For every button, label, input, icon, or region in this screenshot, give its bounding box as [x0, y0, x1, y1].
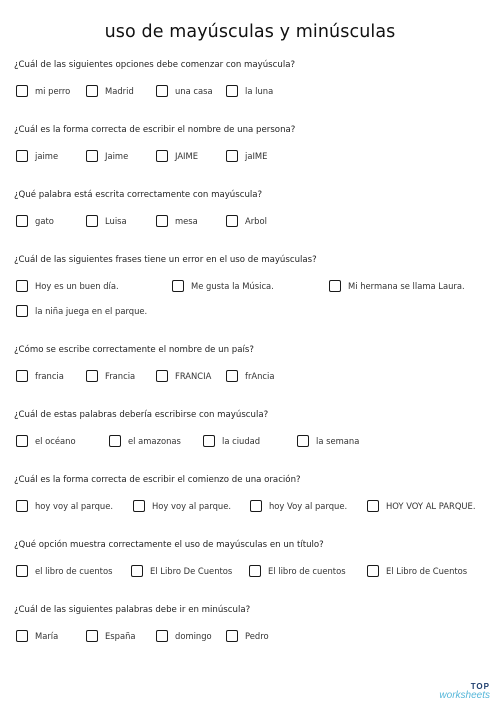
checkbox[interactable] — [250, 500, 262, 512]
checkbox[interactable] — [86, 370, 98, 382]
checkbox[interactable] — [226, 215, 238, 227]
option-4-3[interactable]: Mi hermana se llama Laura. — [329, 280, 465, 292]
option-9-4[interactable]: Pedro — [226, 630, 269, 642]
checkbox[interactable] — [16, 280, 28, 292]
question-text: ¿Qué opción muestra correctamente el uso de mayúsculas en un título? — [14, 540, 324, 550]
checkbox[interactable] — [86, 215, 98, 227]
option-1-4[interactable]: la luna — [226, 85, 273, 97]
option-1-1[interactable]: mi perro — [16, 85, 70, 97]
option-2-3[interactable]: JAIME — [156, 150, 198, 162]
option-5-3[interactable]: FRANCIA — [156, 370, 211, 382]
checkbox[interactable] — [156, 85, 168, 97]
checkbox[interactable] — [156, 370, 168, 382]
question-text: ¿Cómo se escribe correctamente el nombre de un país? — [14, 345, 254, 355]
option-6-3[interactable]: la ciudad — [203, 435, 260, 447]
checkbox[interactable] — [16, 215, 28, 227]
question-text: ¿Cuál de las siguientes frases tiene un error en el uso de mayúsculas? — [14, 255, 317, 265]
option-5-4[interactable]: frAncia — [226, 370, 275, 382]
option-8-1[interactable]: el libro de cuentos — [16, 565, 112, 577]
option-6-4[interactable]: la semana — [297, 435, 359, 447]
option-1-3[interactable]: una casa — [156, 85, 213, 97]
checkbox[interactable] — [16, 150, 28, 162]
checkbox[interactable] — [156, 215, 168, 227]
checkbox[interactable] — [109, 435, 121, 447]
option-8-3[interactable]: El libro de cuentos — [249, 565, 346, 577]
checkbox[interactable] — [86, 150, 98, 162]
option-5-2[interactable]: Francia — [86, 370, 135, 382]
checkbox[interactable] — [16, 85, 28, 97]
option-4-2[interactable]: Me gusta la Música. — [172, 280, 274, 292]
option-5-1[interactable]: francia — [16, 370, 64, 382]
checkbox[interactable] — [226, 630, 238, 642]
checkbox[interactable] — [131, 565, 143, 577]
checkbox[interactable] — [16, 630, 28, 642]
question-5 — [14, 345, 494, 381]
checkbox[interactable] — [226, 370, 238, 382]
question-text: ¿Cuál de las siguientes palabras debe ir en minúscula? — [14, 605, 251, 615]
question-8 — [14, 540, 494, 576]
option-3-2[interactable]: Luisa — [86, 215, 127, 227]
question-2 — [14, 125, 494, 161]
option-7-4[interactable]: HOY VOY AL PARQUE. — [367, 500, 476, 512]
checkbox[interactable] — [156, 150, 168, 162]
option-7-2[interactable]: Hoy voy al parque. — [133, 500, 231, 512]
question-7 — [14, 475, 494, 511]
option-9-1[interactable]: María — [16, 630, 58, 642]
option-6-2[interactable]: el amazonas — [109, 435, 181, 447]
checkbox[interactable] — [203, 435, 215, 447]
checkbox[interactable] — [86, 85, 98, 97]
question-3 — [14, 190, 494, 226]
topworksheets-logo: TOP worksheets — [439, 682, 490, 701]
checkbox[interactable] — [226, 150, 238, 162]
question-1 — [14, 60, 494, 96]
checkbox[interactable] — [172, 280, 184, 292]
option-7-1[interactable]: hoy voy al parque. — [16, 500, 113, 512]
page-title: uso de mayúsculas y minúsculas — [104, 22, 396, 42]
option-9-3[interactable]: domingo — [156, 630, 212, 642]
checkbox[interactable] — [16, 370, 28, 382]
question-4 — [14, 255, 494, 316]
checkbox[interactable] — [367, 565, 379, 577]
checkbox[interactable] — [16, 305, 28, 317]
option-2-1[interactable]: jaime — [16, 150, 58, 162]
question-text: ¿Cuál de estas palabras debería escribirse con mayúscula? — [14, 410, 269, 420]
option-9-2[interactable]: España — [86, 630, 136, 642]
checkbox[interactable] — [16, 435, 28, 447]
checkbox[interactable] — [297, 435, 309, 447]
option-3-1[interactable]: gato — [16, 215, 54, 227]
checkbox[interactable] — [249, 565, 261, 577]
question-text: ¿Qué palabra está escrita correctamente con mayúscula? — [14, 190, 263, 200]
checkbox[interactable] — [156, 630, 168, 642]
checkbox[interactable] — [86, 630, 98, 642]
option-3-4[interactable]: Arbol — [226, 215, 267, 227]
checkbox[interactable] — [367, 500, 379, 512]
option-1-2[interactable]: Madrid — [86, 85, 134, 97]
option-4-4[interactable]: la niña juega en el parque. — [16, 305, 147, 317]
option-2-4[interactable]: jaIME — [226, 150, 267, 162]
question-6 — [14, 410, 494, 446]
checkbox[interactable] — [226, 85, 238, 97]
option-7-3[interactable]: hoy Voy al parque. — [250, 500, 347, 512]
checkbox[interactable] — [16, 500, 28, 512]
checkbox[interactable] — [133, 500, 145, 512]
question-9 — [14, 605, 494, 641]
option-8-4[interactable]: El Libro de Cuentos — [367, 565, 467, 577]
checkbox[interactable] — [16, 565, 28, 577]
question-text: ¿Cuál es la forma correcta de escribir el comienzo de una oración? — [14, 475, 301, 485]
checkbox[interactable] — [329, 280, 341, 292]
option-6-1[interactable]: el océano — [16, 435, 76, 447]
option-4-1[interactable]: Hoy es un buen día. — [16, 280, 119, 292]
question-text: ¿Cuál de las siguientes opciones debe comenzar con mayúscula? — [14, 60, 296, 70]
option-3-3[interactable]: mesa — [156, 215, 198, 227]
question-text: ¿Cuál es la forma correcta de escribir el nombre de una persona? — [14, 125, 296, 135]
option-8-2[interactable]: El Libro De Cuentos — [131, 565, 232, 577]
option-2-2[interactable]: Jaime — [86, 150, 128, 162]
